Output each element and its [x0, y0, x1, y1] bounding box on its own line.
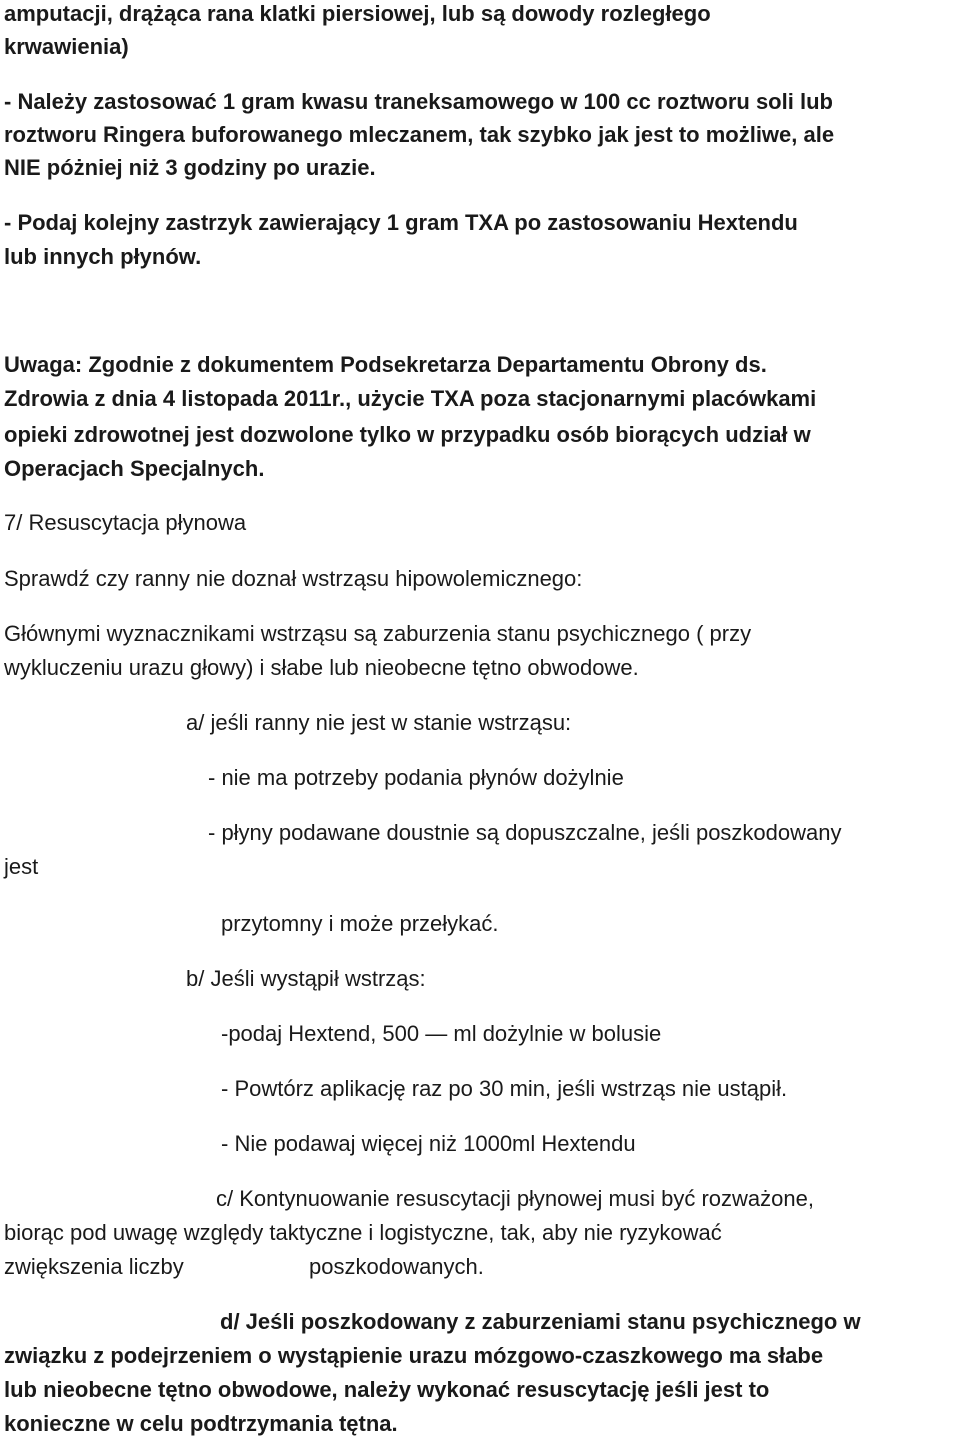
list-heading-c: c/ Kontynuowanie resuscytacji płynowej musi być rozważone,	[216, 1186, 814, 1211]
note-date: Zdrowia z dnia 4 listopada 2011r.	[4, 386, 346, 411]
list-item: - Nie podawaj więcej niż 1000ml Hextendu	[221, 1131, 636, 1156]
text-line: biorąc pod uwagę względy taktyczne i logistyczne, tak, aby nie ryzykować	[4, 1220, 722, 1245]
list-heading-b: b/ Jeśli wystąpił wstrząs:	[186, 966, 426, 991]
list-heading-a: a/ jeśli ranny nie jest w stanie wstrząsu:	[186, 710, 572, 735]
text-line: konieczne w celu podtrzymania tętna.	[4, 1411, 398, 1436]
note-text: , użycie TXA poza stacjonarnymi placówkami	[345, 386, 817, 411]
text-line: NIE póżniej niż 3 godziny po urazie.	[4, 155, 376, 180]
list-heading-d: d/ Jeśli poszkodowany z zaburzeniami stanu psychicznego w	[220, 1309, 861, 1334]
text-line: poszkodowanych.	[309, 1254, 484, 1279]
list-item: -podaj Hextend, 500 — ml dożylnie w bolusie	[221, 1021, 662, 1046]
text-line: wykluczeniu urazu głowy) i słabe lub nieobecne tętno obwodowe.	[4, 655, 639, 680]
text-line: związku z podejrzeniem o wystąpienie urazu mózgowo-czaszkowego ma słabe	[4, 1343, 824, 1368]
list-item: przytomny i może przełykać.	[221, 911, 499, 936]
section-heading: 7/ Resuscytacja płynowa	[4, 510, 247, 535]
text-line: - Podaj kolejny zastrzyk zawierający 1 gram TXA po zastosowaniu Hextendu	[4, 210, 798, 235]
text-line: krwawienia)	[4, 34, 129, 59]
text-line: amputacji, drążąca rana klatki piersiowej, lub są dowody rozległego	[4, 1, 711, 26]
text-fragment: jest	[4, 854, 39, 879]
note-line: Uwaga: Zgodnie z dokumentem Podsekretarza Departamentu Obrony ds.	[4, 352, 767, 377]
note-line	[4, 382, 816, 416]
text-line: - Należy zastosować 1 gram kwasu traneksamowego w 100 cc roztworu soli lub	[4, 89, 833, 114]
note-line: opieki zdrowotnej jest dozwolone tylko w przypadku osób biorących udział w	[4, 422, 811, 447]
text-line: Głównymi wyznacznikami wstrząsu są zaburzenia stanu psychicznego ( przy	[4, 621, 752, 646]
text-line: zwiększenia liczby	[4, 1254, 184, 1279]
list-item: - Powtórz aplikację raz po 30 min, jeśli wstrząs nie ustąpił.	[221, 1076, 788, 1101]
list-item: - nie ma potrzeby podania płynów dożylnie	[208, 765, 624, 790]
note-line: Operacjach Specjalnych.	[4, 456, 265, 481]
text-line: roztworu Ringera buforowanego mleczanem, tak szybko jak jest to możliwe, ale	[4, 122, 835, 147]
text-line: lub innych płynów.	[4, 244, 202, 269]
text-line: lub nieobecne tętno obwodowe, należy wykonać resuscytację jeśli jest to	[4, 1377, 770, 1402]
list-item: - płyny podawane doustnie są dopuszczalne, jeśli poszkodowany	[208, 820, 842, 845]
text-line: Sprawdź czy ranny nie doznał wstrząsu hipowolemicznego:	[4, 566, 583, 591]
